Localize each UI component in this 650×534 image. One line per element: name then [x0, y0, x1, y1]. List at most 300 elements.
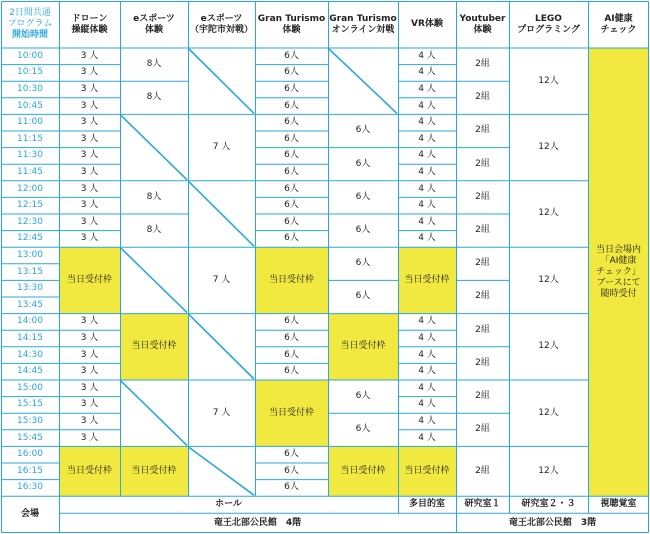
gt-cell-1215-text: 6人	[284, 200, 299, 211]
drone-cell-1400-text: 3 人	[80, 316, 99, 327]
drone-cell-1130	[59, 148, 120, 165]
esports-uto-cell-1100	[188, 114, 255, 180]
gt-cell-1015-text: 6人	[284, 67, 299, 78]
gt-cell-1200-text: 6人	[284, 183, 299, 194]
time-1545	[1, 430, 59, 447]
time-1330	[1, 280, 59, 297]
gt-online-cell-1500-text: 6人	[355, 391, 371, 402]
lego-cell-1100	[509, 114, 588, 180]
header-vr	[398, 1, 456, 48]
ai-health-check-walk-in-line-3: チェック」	[596, 266, 641, 277]
gt-online-cell-1230-text: 6人	[355, 225, 371, 236]
youtuber-cell-1430	[456, 347, 509, 380]
vr-cell-1130	[398, 148, 456, 165]
time-1530-text: 15:30	[17, 415, 43, 426]
youtuber-cell-1330	[456, 280, 509, 313]
time-1245-text: 12:45	[17, 233, 43, 244]
gt-cell-1245	[255, 231, 328, 248]
vr-cell-1045-text: 4 人	[418, 100, 436, 111]
drone-cell-1515-text: 3 人	[80, 399, 99, 410]
gt-cell-1500-walk-in-text: 当日受付枠	[268, 407, 314, 418]
header-start-time-line-2: プログラム	[7, 19, 53, 29]
drone-cell-1445	[59, 363, 120, 380]
venue-shichokaku-text: 視聴覚室	[600, 499, 637, 510]
drone-cell-1115-text: 3 人	[80, 133, 99, 144]
gt-online-cell-1300	[328, 247, 398, 280]
drone-cell-1300-walk-in	[59, 247, 120, 313]
gt-cell-1045	[255, 98, 328, 115]
vr-cell-1500-text: 4 人	[418, 382, 436, 393]
time-1630-text: 16:30	[17, 482, 43, 493]
header-youtuber-line-1: Youtuber	[459, 13, 506, 24]
header-gt-line-1: Gran Turismo	[257, 13, 326, 24]
header-lego	[509, 1, 588, 48]
drone-cell-1100	[59, 114, 120, 131]
vr-cell-1545-text: 4 人	[418, 432, 436, 443]
vr-cell-1230-text: 4 人	[418, 216, 436, 227]
esports-cell-1100-unavailable	[120, 114, 188, 180]
time-1230-text: 12:30	[17, 216, 43, 227]
vr-cell-1215-text: 4 人	[418, 200, 436, 211]
gt-cell-1415	[255, 330, 328, 347]
building-floor3-text: 竜王北部公民館 3階	[508, 517, 597, 528]
esports-cell-1230	[120, 214, 188, 247]
drone-cell-1515	[59, 397, 120, 414]
vr-cell-1100-text: 4 人	[418, 117, 436, 128]
drone-cell-1430-text: 3 人	[80, 349, 99, 360]
lego-cell-1500-text: 12人	[538, 407, 559, 418]
time-1100	[1, 114, 59, 131]
time-1300-text: 13:00	[17, 249, 43, 260]
header-youtuber-line-2: 体験	[473, 24, 492, 35]
youtuber-cell-1330-text: 2組	[475, 291, 490, 302]
drone-cell-1200	[59, 181, 120, 198]
drone-cell-1430	[59, 347, 120, 364]
header-gt-online	[328, 1, 398, 48]
time-1000-text: 10:00	[17, 50, 43, 61]
drone-cell-1545-text: 3 人	[80, 432, 99, 443]
vr-cell-1015	[398, 65, 456, 82]
gt-cell-1215	[255, 197, 328, 214]
gt-online-cell-1000-unavailable	[328, 48, 398, 114]
youtuber-cell-1500	[456, 380, 509, 413]
header-start-time-line-3: 開始時間	[11, 30, 48, 40]
gt-cell-1630-text: 6人	[284, 482, 299, 493]
vr-cell-1445	[398, 363, 456, 380]
youtuber-cell-1130	[456, 148, 509, 181]
time-1045	[1, 98, 59, 115]
vr-cell-1400	[398, 314, 456, 331]
vr-cell-1200	[398, 181, 456, 198]
esports-cell-1200	[120, 181, 188, 214]
footer-venue-label-text: 会場	[20, 509, 39, 520]
drone-cell-1600-walk-in-text: 当日受付枠	[66, 465, 112, 476]
youtuber-cell-1500-text: 2組	[475, 391, 490, 402]
drone-cell-1300-walk-in-text: 当日受付枠	[66, 274, 112, 285]
header-vr-line-1: VR体験	[411, 19, 443, 29]
drone-cell-1545	[59, 430, 120, 447]
gt-cell-1130-text: 6人	[284, 150, 299, 161]
vr-cell-1300-walk-in-text: 当日受付枠	[404, 274, 450, 285]
time-1000	[1, 48, 59, 65]
gt-cell-1445	[255, 363, 328, 380]
youtuber-cell-1000-text: 2組	[475, 59, 490, 70]
time-1115-text: 11:15	[17, 133, 43, 144]
vr-cell-1600-walk-in-text: 当日受付枠	[404, 465, 450, 476]
lego-cell-1400-text: 12人	[538, 341, 559, 352]
vr-cell-1400-text: 4 人	[418, 316, 436, 327]
header-esports-uto	[188, 1, 255, 48]
lego-cell-1400	[509, 314, 588, 380]
header-ai-line-1: AI健康	[604, 13, 633, 24]
header-lego-line-1: LEGO	[535, 13, 562, 24]
vr-cell-1430	[398, 347, 456, 364]
header-gt-online-line-2: オンライン対戦	[331, 24, 395, 35]
esports-cell-1500-unavailable	[120, 380, 188, 446]
time-1615-text: 16:15	[17, 465, 43, 476]
youtuber-cell-1430-text: 2組	[475, 357, 490, 368]
lego-cell-1600	[509, 446, 588, 496]
vr-cell-1045	[398, 98, 456, 115]
header-gt-online-line-1: Gran Turismo	[329, 13, 397, 24]
time-1400	[1, 314, 59, 331]
vr-cell-1545	[398, 430, 456, 447]
esports-cell-1600-walk-in-text: 当日受付枠	[131, 465, 177, 476]
header-esports-uto-line-2: （宇陀市対戦）	[189, 24, 253, 35]
esports-cell-1200-text: 8人	[146, 191, 162, 202]
time-1400-text: 14:00	[17, 316, 43, 327]
drone-cell-1500-text: 3 人	[80, 382, 99, 393]
header-ai	[588, 1, 649, 48]
gt-cell-1445-text: 6人	[284, 366, 299, 377]
vr-cell-1030-text: 4 人	[418, 83, 436, 94]
time-1445	[1, 363, 59, 380]
youtuber-cell-1100	[456, 114, 509, 147]
gt-cell-1045-text: 6人	[284, 100, 299, 111]
drone-cell-1245	[59, 231, 120, 248]
vr-cell-1415	[398, 330, 456, 347]
time-1415	[1, 330, 59, 347]
time-1030-text: 10:30	[17, 83, 43, 94]
time-1615	[1, 463, 59, 480]
time-1230	[1, 214, 59, 231]
esports-cell-1000-text: 8人	[146, 59, 162, 70]
youtuber-cell-1400-text: 2組	[475, 324, 490, 335]
building-floor3	[456, 513, 649, 533]
time-1515-text: 15:15	[17, 399, 43, 410]
time-1200	[1, 181, 59, 198]
time-1415-text: 14:15	[17, 332, 43, 343]
header-esports-line-2: 体験	[144, 24, 163, 35]
gt-online-cell-1200	[328, 181, 398, 214]
gt-online-cell-1530	[328, 413, 398, 446]
drone-cell-1230-text: 3 人	[80, 216, 99, 227]
gt-online-cell-1130	[328, 148, 398, 181]
vr-cell-1245	[398, 231, 456, 248]
vr-cell-1600-walk-in	[398, 446, 456, 496]
schedule-table	[1, 1, 649, 533]
youtuber-cell-1030-text: 2組	[475, 92, 490, 103]
time-1345-text: 13:45	[17, 299, 43, 310]
lego-cell-1300	[509, 247, 588, 313]
drone-cell-1115	[59, 131, 120, 148]
drone-cell-1145	[59, 164, 120, 181]
vr-cell-1515	[398, 397, 456, 414]
esports-uto-cell-1300-text: 7 人	[212, 274, 231, 285]
gt-cell-1130	[255, 148, 328, 165]
youtuber-cell-1530-text: 2組	[475, 424, 490, 435]
time-1600-text: 16:00	[17, 449, 43, 460]
time-1145	[1, 164, 59, 181]
lego-cell-1600-text: 12人	[538, 465, 559, 476]
gt-online-cell-1130-text: 6人	[355, 158, 371, 169]
youtuber-cell-1300	[456, 247, 509, 280]
time-1145-text: 11:45	[17, 166, 43, 177]
esports-uto-cell-1400-unavailable	[188, 314, 255, 380]
venue-kenkyu23-text: 研究室２・３	[521, 499, 576, 510]
esports-uto-cell-1600-unavailable	[188, 446, 255, 496]
time-1600	[1, 446, 59, 463]
gt-online-cell-1330-text: 6人	[355, 291, 371, 302]
gt-cell-1630	[255, 480, 328, 497]
lego-cell-1000-text: 12人	[538, 75, 559, 86]
gt-cell-1300-walk-in	[255, 247, 328, 313]
drone-cell-1030	[59, 81, 120, 98]
vr-cell-1245-text: 4 人	[418, 233, 436, 244]
vr-cell-1415-text: 4 人	[418, 332, 436, 343]
drone-cell-1030-text: 3 人	[80, 83, 99, 94]
drone-cell-1200-text: 3 人	[80, 183, 99, 194]
venue-kenkyu23	[509, 496, 588, 513]
venue-tamokuteki-text: 多目的室	[408, 499, 445, 510]
gt-online-cell-1300-text: 6人	[355, 258, 371, 269]
gt-cell-1430-text: 6人	[284, 349, 299, 360]
time-1345	[1, 297, 59, 314]
youtuber-cell-1000	[456, 48, 509, 81]
esports-uto-cell-1000-unavailable	[188, 48, 255, 114]
gt-online-cell-1100	[328, 114, 398, 147]
gt-cell-1115	[255, 131, 328, 148]
time-1500	[1, 380, 59, 397]
esports-uto-cell-1500-text: 7 人	[212, 407, 231, 418]
drone-cell-1500	[59, 380, 120, 397]
time-1030	[1, 81, 59, 98]
vr-cell-1115-text: 4 人	[418, 133, 436, 144]
gt-online-cell-1600-walk-in-text: 当日受付枠	[340, 465, 386, 476]
building-floor4-text: 竜王北部公民館 4階	[213, 517, 302, 528]
time-1430	[1, 347, 59, 364]
gt-cell-1615	[255, 463, 328, 480]
esports-cell-1300-unavailable	[120, 247, 188, 313]
header-esports-line-1: eスポーツ	[133, 13, 175, 24]
gt-cell-1245-text: 6人	[284, 233, 299, 244]
gt-cell-1000-text: 6人	[284, 50, 299, 61]
gt-online-cell-1530-text: 6人	[355, 424, 371, 435]
drone-cell-1015-text: 3 人	[80, 67, 99, 78]
vr-cell-1515-text: 4 人	[418, 399, 436, 410]
time-1315	[1, 264, 59, 281]
youtuber-cell-1100-text: 2組	[475, 125, 490, 136]
gt-cell-1145	[255, 164, 328, 181]
youtuber-cell-1200	[456, 181, 509, 214]
youtuber-cell-1130-text: 2組	[475, 158, 490, 169]
vr-cell-1030	[398, 81, 456, 98]
gt-cell-1615-text: 6人	[284, 465, 299, 476]
time-1130	[1, 148, 59, 165]
esports-uto-cell-1500	[188, 380, 255, 446]
gt-cell-1100	[255, 114, 328, 131]
youtuber-cell-1230	[456, 214, 509, 247]
vr-cell-1445-text: 4 人	[418, 366, 436, 377]
lego-cell-1000	[509, 48, 588, 114]
gt-online-cell-1230	[328, 214, 398, 247]
venue-kenkyu1	[456, 496, 509, 513]
vr-cell-1145-text: 4 人	[418, 166, 436, 177]
venue-hall	[59, 496, 398, 513]
vr-cell-1500	[398, 380, 456, 397]
time-1215	[1, 197, 59, 214]
esports-cell-1600-walk-in	[120, 446, 188, 496]
gt-cell-1230	[255, 214, 328, 231]
time-1130-text: 11:30	[17, 150, 43, 161]
time-1430-text: 14:30	[17, 349, 43, 360]
drone-cell-1415-text: 3 人	[80, 332, 99, 343]
lego-cell-1100-text: 12人	[538, 142, 559, 153]
header-start-time-line-1: 2日間共通	[9, 8, 51, 18]
time-1515	[1, 397, 59, 414]
esports-uto-cell-1300	[188, 247, 255, 313]
gt-online-cell-1500	[328, 380, 398, 413]
vr-cell-1430-text: 4 人	[418, 349, 436, 360]
drone-cell-1145-text: 3 人	[80, 166, 99, 177]
youtuber-cell-1600-text: 2組	[475, 465, 490, 476]
time-1015-text: 10:15	[17, 67, 43, 78]
time-1315-text: 13:15	[17, 266, 43, 277]
gt-cell-1430	[255, 347, 328, 364]
header-drone	[59, 1, 120, 48]
ai-health-check-walk-in-line-5: 随時受付	[600, 288, 637, 299]
youtuber-cell-1200-text: 2組	[475, 191, 490, 202]
esports-cell-1030-text: 8人	[146, 92, 162, 103]
drone-cell-1045	[59, 98, 120, 115]
vr-cell-1000-text: 4 人	[418, 50, 436, 61]
gt-cell-1030-text: 6人	[284, 83, 299, 94]
drone-cell-1130-text: 3 人	[80, 150, 99, 161]
vr-cell-1100	[398, 114, 456, 131]
header-esports-uto-line-1: eスポーツ	[200, 13, 243, 24]
gt-cell-1030	[255, 81, 328, 98]
gt-cell-1415-text: 6人	[284, 332, 299, 343]
vr-cell-1015-text: 4 人	[418, 67, 436, 78]
esports-cell-1030	[120, 81, 188, 114]
ai-health-check-walk-in-line-4: ブースにて	[596, 277, 641, 288]
gt-cell-1600-text: 6人	[284, 449, 299, 460]
time-1300	[1, 247, 59, 264]
drone-cell-1400	[59, 314, 120, 331]
esports-cell-1400-walk-in	[120, 314, 188, 380]
drone-cell-1215	[59, 197, 120, 214]
ai-health-check-walk-in-line-1: 当日会場内	[595, 244, 641, 255]
time-1330-text: 13:30	[17, 283, 43, 294]
youtuber-cell-1530	[456, 413, 509, 446]
gt-cell-1300-walk-in-text: 当日受付枠	[268, 274, 314, 285]
ai-health-check-walk-in	[588, 48, 649, 496]
time-1445-text: 14:45	[17, 366, 43, 377]
youtuber-cell-1400	[456, 314, 509, 347]
venue-kenkyu1-text: 研究室１	[464, 499, 501, 510]
drone-cell-1100-text: 3 人	[80, 117, 99, 128]
gt-cell-1015	[255, 65, 328, 82]
time-1045-text: 10:45	[17, 100, 43, 111]
drone-cell-1000	[59, 48, 120, 65]
lego-cell-1500	[509, 380, 588, 446]
gt-cell-1400	[255, 314, 328, 331]
header-gt-line-2: 体験	[282, 24, 301, 35]
vr-cell-1145	[398, 164, 456, 181]
drone-cell-1215-text: 3 人	[80, 200, 99, 211]
esports-cell-1230-text: 8人	[146, 225, 162, 236]
time-1115	[1, 131, 59, 148]
time-1100-text: 11:00	[17, 117, 43, 128]
vr-cell-1530	[398, 413, 456, 430]
time-1545-text: 15:45	[17, 432, 43, 443]
vr-cell-1130-text: 4 人	[418, 150, 436, 161]
footer-venue-label	[1, 496, 59, 533]
venue-hall-text: ホール	[215, 499, 242, 510]
drone-cell-1600-walk-in	[59, 446, 120, 496]
venue-tamokuteki	[398, 496, 456, 513]
drone-cell-1000-text: 3 人	[80, 50, 99, 61]
gt-cell-1400-text: 6人	[284, 316, 299, 327]
time-1245	[1, 231, 59, 248]
vr-cell-1230	[398, 214, 456, 231]
vr-cell-1530-text: 4 人	[418, 415, 436, 426]
gt-online-cell-1600-walk-in	[328, 446, 398, 496]
lego-cell-1200	[509, 181, 588, 247]
time-1015	[1, 65, 59, 82]
header-lego-line-2: プログラミング	[517, 24, 580, 35]
header-drone-line-2: 操縦体験	[71, 24, 108, 35]
youtuber-cell-1030	[456, 81, 509, 114]
drone-cell-1445-text: 3 人	[80, 366, 99, 377]
drone-cell-1245-text: 3 人	[80, 233, 99, 244]
time-1500-text: 15:00	[17, 382, 43, 393]
youtuber-cell-1600	[456, 446, 509, 496]
drone-cell-1015	[59, 65, 120, 82]
header-youtuber	[456, 1, 509, 48]
gt-online-cell-1400-walk-in	[328, 314, 398, 380]
gt-cell-1500-walk-in	[255, 380, 328, 446]
time-1630	[1, 480, 59, 497]
gt-cell-1145-text: 6人	[284, 166, 299, 177]
drone-cell-1230	[59, 214, 120, 231]
gt-cell-1230-text: 6人	[284, 216, 299, 227]
gt-cell-1000	[255, 48, 328, 65]
gt-online-cell-1200-text: 6人	[355, 191, 371, 202]
header-esports	[120, 1, 188, 48]
time-1530	[1, 413, 59, 430]
gt-cell-1100-text: 6人	[284, 117, 299, 128]
lego-cell-1300-text: 12人	[538, 274, 559, 285]
vr-cell-1300-walk-in	[398, 247, 456, 313]
esports-uto-cell-1200-unavailable	[188, 181, 255, 247]
gt-online-cell-1400-walk-in-text: 当日受付枠	[340, 341, 386, 352]
drone-cell-1530	[59, 413, 120, 430]
vr-cell-1000	[398, 48, 456, 65]
youtuber-cell-1300-text: 2組	[475, 258, 490, 269]
gt-cell-1115-text: 6人	[284, 133, 299, 144]
esports-uto-cell-1100-text: 7 人	[212, 142, 231, 153]
